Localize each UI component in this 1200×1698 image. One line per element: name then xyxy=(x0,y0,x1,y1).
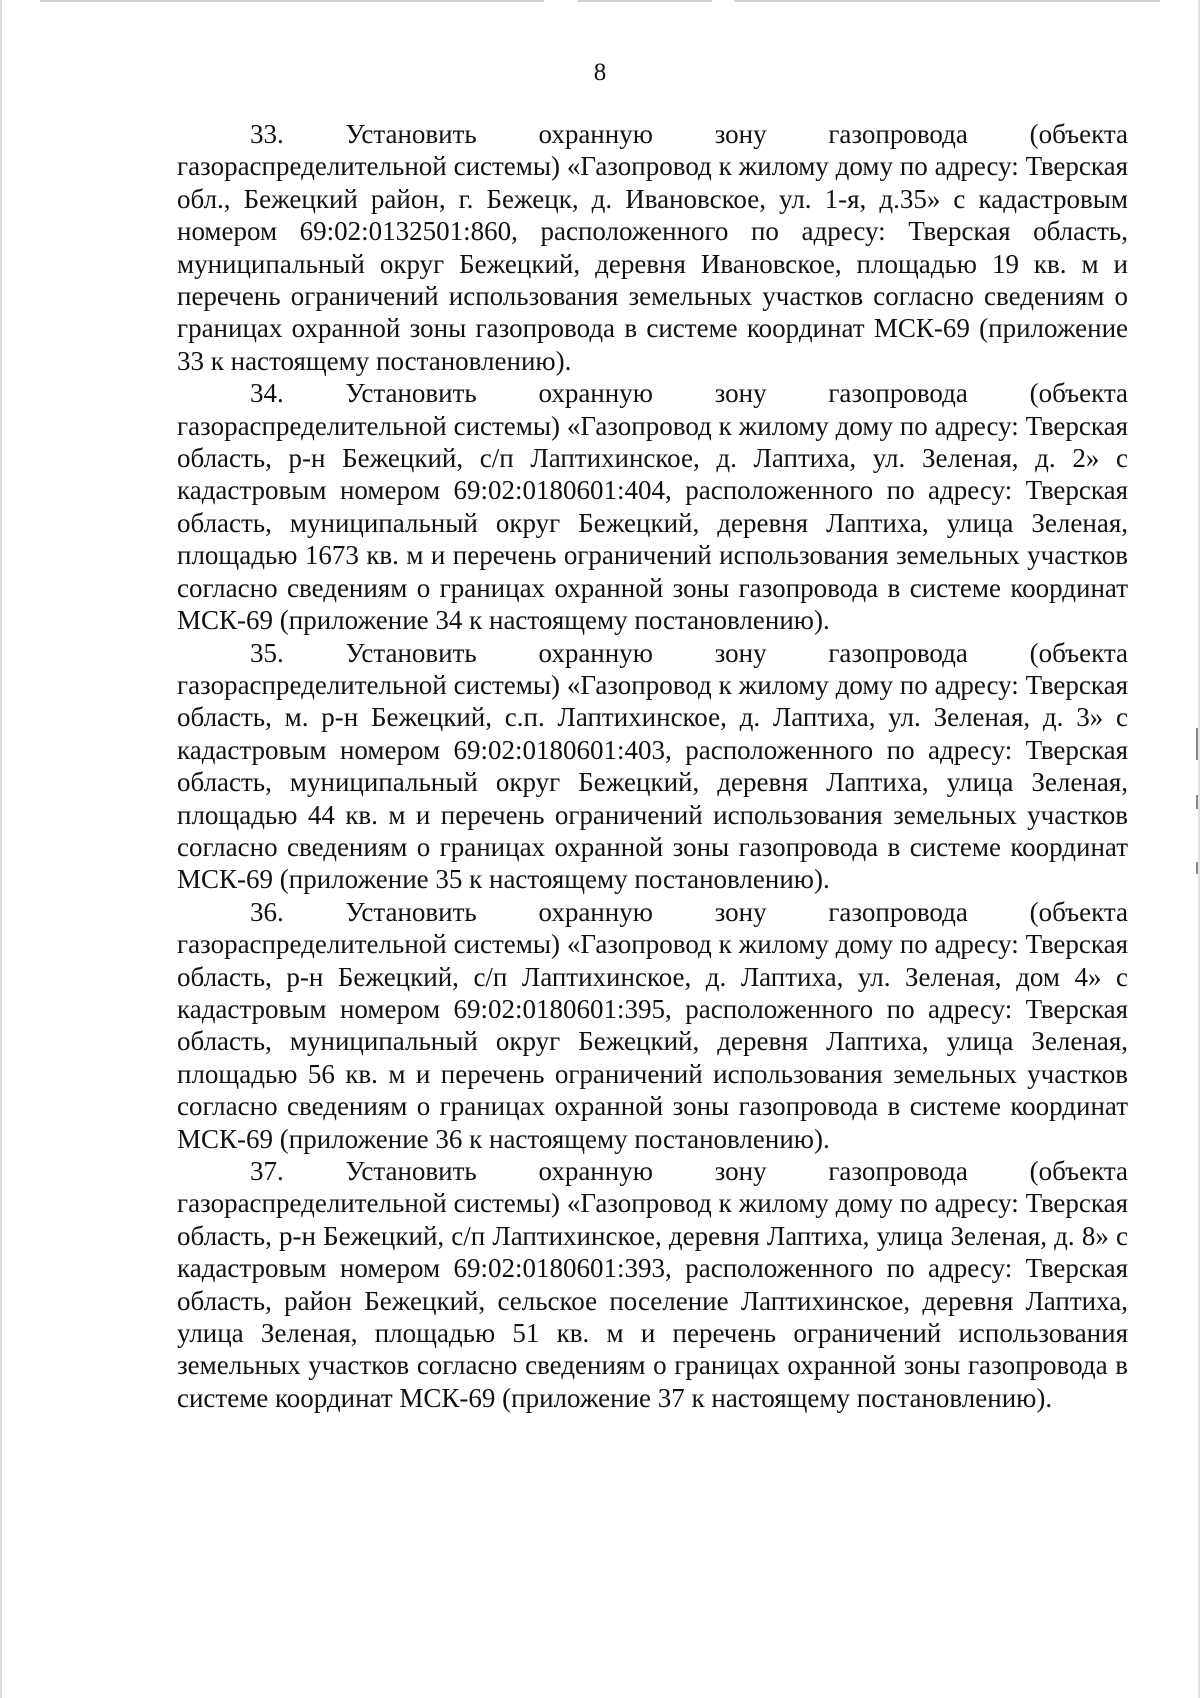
paragraph-first-line: 37. Установить охранную зону газопровода (объекта xyxy=(250,1156,1128,1186)
scan-mark xyxy=(1196,728,1198,760)
paragraph-first-line: 34. Установить охранную зону газопровода (объекта xyxy=(250,378,1128,409)
scan-edge-top xyxy=(40,0,1160,2)
paragraph-text: газораспределительной системы) «Газопровод к жилому дому по адресу: Тверская область, р-н Бежецкий, с/п Лаптихинское, деревня Лаптиха, улица Зеленая, д. 8» с кадастровым номером 69:02:0180601:393, расположенного по адресу: Тверская область, район Бежецкий, сельское поселение Лаптихинское, деревня Лаптиха, улица Зеленая, площадью 51 кв. м и перечень ограничений использования земельных участков согласно сведениям о границах охранной зоны газопровода в системе координат МСК-69 (приложение 37 к настоящему постановлению). xyxy=(177,1188,1128,1413)
paragraph-text: газораспределительной системы) «Газопровод к жилому дому по адресу: Тверская область, р-н Бежецкий, с/п Лаптихинское, д. Лаптиха, ул. Зеленая, д. 2» с кадастровым номером 69:02:0180601:404, расположенного по адресу: Тверская область, муниципальный округ Бежецкий, деревня Лаптиха, улица Зеленая, площадью 1673 кв. м и перечень ограничений использования земельных участков согласно сведениям о границах охранной зоны газопровода в системе координат МСК-69 (приложение 34 к настоящему постановлению). xyxy=(177,410,1128,636)
document-body xyxy=(177,118,1128,1414)
page-number: 8 xyxy=(593,59,607,86)
paragraph-text: газораспределительной системы) «Газопровод к жилому дому по адресу: Тверская область, р-н Бежецкий, с/п Лаптихинское, д. Лаптиха, ул. Зеленая, дом 4» с кадастровым номером 69:02:0180601:395, расположенного по адресу: Тверская область, муниципальный округ Бежецкий, деревня Лаптиха, улица Зеленая, площадью 56 кв. м и перечень ограничений использования земельных участков согласно сведениям о границах охранной зоны газопровода в системе координат МСК-69 (приложение 36 к настоящему постановлению). xyxy=(177,929,1128,1154)
paragraph-first-line: 33. Установить охранную зону газопровода (объекта xyxy=(250,119,1128,149)
paragraph-text: газораспределительной системы) «Газопровод к жилому дому по адресу: Тверская область, м. р-н Бежецкий, с.п. Лаптихинское, д. Лаптиха, ул. Зеленая, д. 3» с кадастровым номером 69:02:0180601:403, расположенного по адресу: Тверская область, муниципальный округ Бежецкий, деревня Лаптиха, улица Зеленая, площадью 44 кв. м и перечень ограничений использования земельных участков согласно сведениям о границах охранной зоны газопровода в системе координат МСК-69 (приложение 35 к настоящему постановлению). xyxy=(177,669,1128,895)
paragraph-text: газораспределительной системы) «Газопровод к жилому дому по адресу: Тверская обл., Бежецкий район, г. Бежецк, д. Ивановское, ул. 1-я, д.35» с кадастровым номером 69:02:0132501:860, расположенного по адресу: Тверская область, муниципальный округ Бежецкий, деревня Ивановское, площадью 19 кв. м и перечень ограничений использования земельных участков согласно сведениям о границах охранной зоны газопровода в системе координат МСК-69 (приложение 33 к настоящему постановлению). xyxy=(177,151,1128,376)
paragraph-34 xyxy=(177,377,1128,636)
scan-mark xyxy=(1196,795,1198,809)
paragraph-33 xyxy=(177,118,1128,377)
paragraph-36 xyxy=(177,896,1128,1155)
scan-mark xyxy=(1196,862,1198,874)
paragraph-35 xyxy=(177,637,1128,896)
paragraph-first-line: 36. Установить охранную зону газопровода (объекта xyxy=(250,896,1128,927)
scan-edge-left xyxy=(0,0,2,1698)
paragraph-first-line: 35. Установить охранную зону газопровода (объекта xyxy=(250,637,1128,668)
paragraph-37 xyxy=(177,1155,1128,1414)
